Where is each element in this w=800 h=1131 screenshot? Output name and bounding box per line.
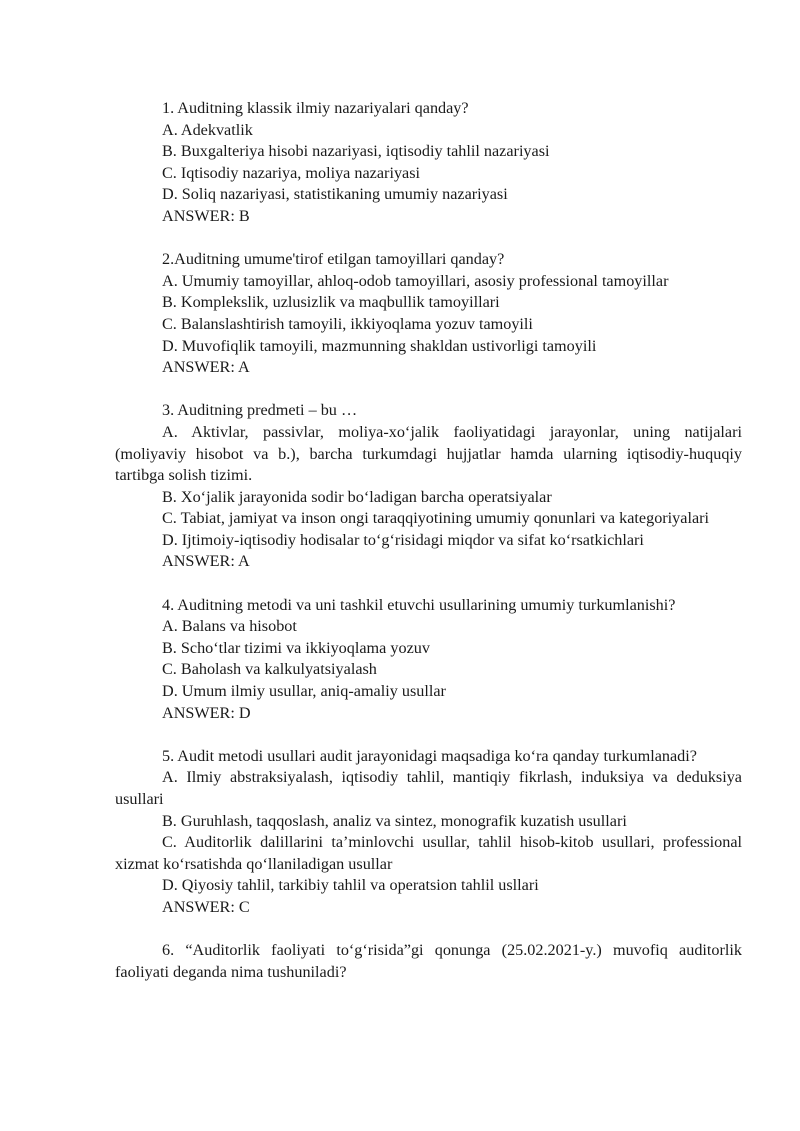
option-d: D. Muvofiqlik tamoyili, mazmunning shakldan ustivorligi tamoyili xyxy=(162,336,597,355)
option-c: C. Balanslashtirish tamoyili, ikkiyoqlama yozuv tamoyili xyxy=(162,314,533,333)
answer-line: ANSWER: A xyxy=(162,358,250,377)
question-6 xyxy=(115,940,742,983)
answer-line: ANSWER: A xyxy=(162,552,250,571)
question-text: 1. Auditning klassik ilmiy nazariyalari qanday? xyxy=(162,99,469,117)
option-a: A. Adekvatlik xyxy=(162,120,253,139)
question-text: 5. Audit metodi usullari audit jarayonidagi maqsadiga ko‘ra qanday turkumlanadi? xyxy=(162,746,697,765)
option-b: B. Scho‘tlar tizimi va ikkiyoqlama yozuv xyxy=(162,638,430,657)
option-a: A. Ilmiy abstraksiyalash, iqtisodiy tahlil, mantiqiy fikrlash, induksiya va deduksiya usullari xyxy=(115,768,742,808)
option-b: B. Xo‘jalik jarayonida sodir bo‘ladigan barcha operatsiyalar xyxy=(162,487,552,506)
option-d: D. Soliq nazariyasi, statistikaning umumiy nazariyasi xyxy=(162,185,508,204)
option-a: A. Aktivlar, passivlar, moliya-xo‘jalik faoliyatidagi jarayonlar, uning natijalari (moliyaviy hisobot va b.), barcha turkumdagi hujjatlar hamda ularning iqtisodiy-huquqiy tartibga solish tizimi. xyxy=(115,422,742,485)
question-text: 6. “Auditorlik faoliyati to‘g‘risida”gi qonunga (25.02.2021-y.) muvofiq auditorlik faoliyati deganda nima tushuniladi? xyxy=(115,941,742,981)
option-d: D. Umum ilmiy usullar, aniq-amaliy usullar xyxy=(162,682,446,701)
answer-line: ANSWER: B xyxy=(162,206,250,225)
question-4 xyxy=(115,595,742,725)
question-1 xyxy=(115,98,742,228)
option-d: D. Qiyosiy tahlil, tarkibiy tahlil va operatsion tahlil usllari xyxy=(162,876,539,895)
question-text: 4. Auditning metodi va uni tashkil etuvchi usullarining umumiy turkumlanishi? xyxy=(162,595,676,614)
option-b: B. Buxgalteriya hisobi nazariyasi, iqtisodiy tahlil nazariyasi xyxy=(162,142,550,161)
option-a: A. Balans va hisobot xyxy=(162,617,297,636)
question-text: 3. Auditning predmeti – bu … xyxy=(162,401,358,420)
option-c: C. Auditorlik dalillarini ta’minlovchi usullar, tahlil hisob-kitob usullari, professional xizmat ko‘rsatishda qo‘llaniladigan usullar xyxy=(115,833,742,873)
question-3 xyxy=(115,400,742,573)
question-text: 2.Auditning umume'tirof etilgan tamoyillari qanday? xyxy=(162,250,505,269)
answer-line: ANSWER: C xyxy=(162,897,250,916)
option-c: C. Tabiat, jamiyat va inson ongi taraqqiyotining umumiy qonunlari va kategoriyalari xyxy=(162,509,710,528)
question-2 xyxy=(115,249,742,379)
option-b: B. Komplekslik, uzlusizlik va maqbullik tamoyillari xyxy=(162,293,500,312)
question-5 xyxy=(115,746,742,919)
option-a: A. Umumiy tamoyillar, ahloq-odob tamoyillari, asosiy professional tamoyillar xyxy=(162,271,669,290)
answer-line: ANSWER: D xyxy=(162,703,251,722)
option-c: C. Iqtisodiy nazariya, moliya nazariyasi xyxy=(162,163,421,182)
option-c: C. Baholash va kalkulyatsiyalash xyxy=(162,660,377,679)
option-d: D. Ijtimoiy-iqtisodiy hodisalar to‘g‘risidagi miqdor va sifat ko‘rsatkichlari xyxy=(162,530,644,549)
option-b: B. Guruhlash, taqqoslash, analiz va sintez, monografik kuzatish usullari xyxy=(162,811,627,830)
